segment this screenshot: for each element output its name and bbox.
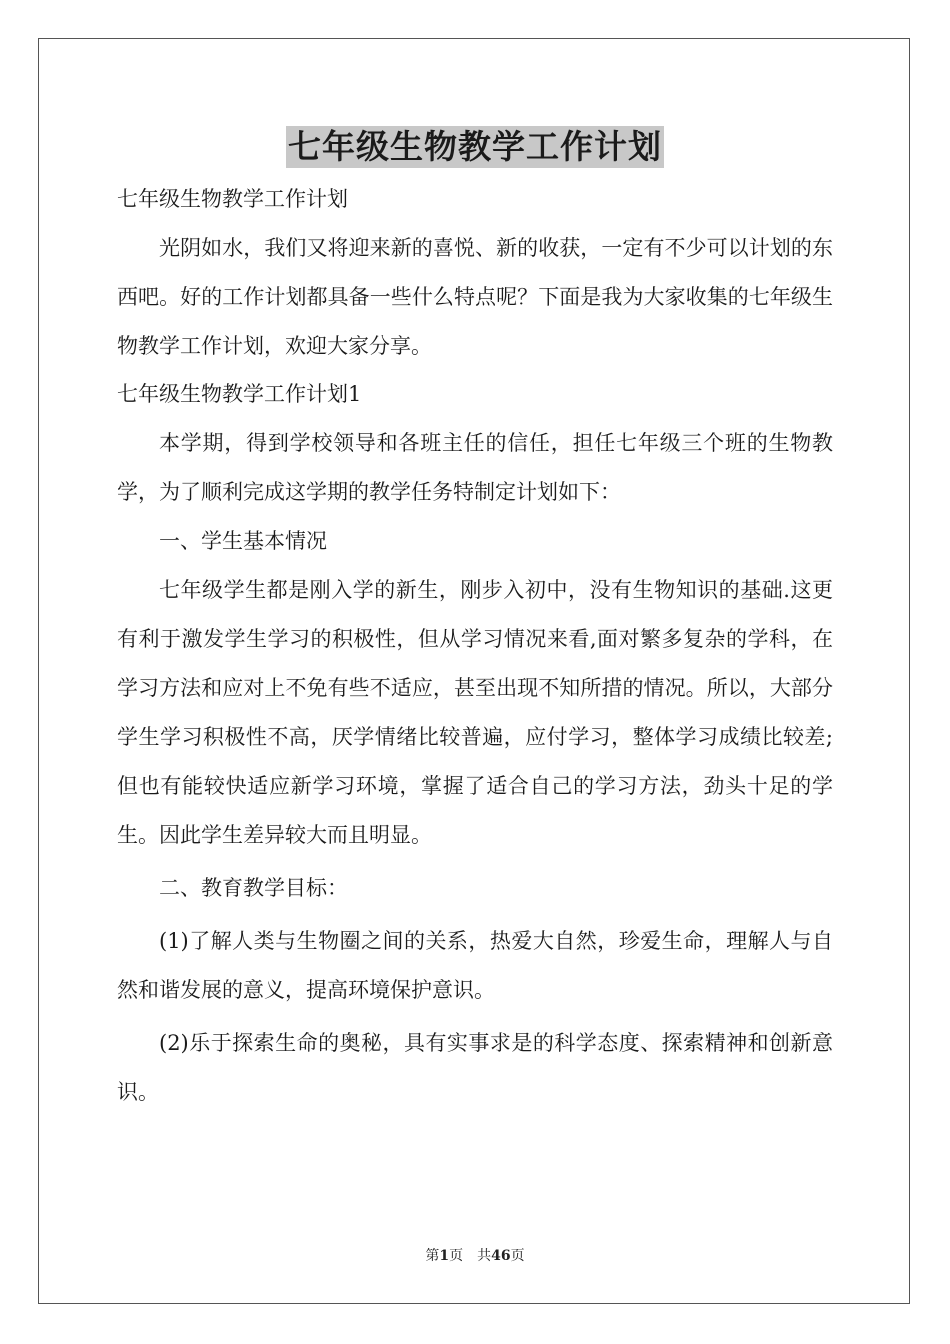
footer-suffix: 页 (510, 1248, 525, 1264)
paragraph-student-situation: 七年级学生都是刚入学的新生，刚步入初中，没有生物知识的基础.这更有利于激发学生学习的积极性，但从学习情况来看,面对繁多复杂的学科，在学习方法和应对上不免有些不适应，甚至出现不知所措的情况。所以，大部分学生学习积极性不高，厌学情绪比较普遍，应付学习，整体学习成绩比较差;但也有能较快适应新学习环境，掌握了适合自己的学习方法，劲头十足的学生。因此学生差异较大而且明显。 (117, 578, 833, 847)
page-footer (0, 1246, 950, 1266)
document-body (117, 176, 833, 1117)
intro-paragraph: 光阴如水，我们又将迎来新的喜悦、新的收获，一定有不少可以计划的东西吧。好的工作计划都具备一些什么特点呢？下面是我为大家收集的七年级生物教学工作计划，欢迎大家分享。 (117, 236, 833, 358)
heading-student-situation: 一、学生基本情况 (159, 529, 327, 553)
section-heading: 七年级生物教学工作计划1 (117, 382, 362, 406)
heading-teaching-goals: 二、教育教学目标： (159, 876, 348, 900)
paragraph-goal-1: (1)了解人类与生物圈之间的关系，热爱大自然，珍爱生命，理解人与自然和谐发展的意义，提高环境保护意识。 (117, 929, 833, 1002)
title-container (0, 126, 950, 168)
footer-page-number: 1 (439, 1248, 450, 1264)
document-title: 七年级生物教学工作计划 (288, 127, 662, 166)
subtitle-line: 七年级生物教学工作计划 (117, 187, 348, 211)
paragraph-assignment: 本学期，得到学校领导和各班主任的信任，担任七年级三个班的生物教学，为了顺利完成这学期的教学任务特制定计划如下： (117, 431, 833, 504)
footer-prefix: 第 (425, 1248, 440, 1264)
footer-mid: 页 共 (449, 1248, 492, 1264)
footer-total-pages: 46 (491, 1248, 511, 1264)
paragraph-goal-2: (2)乐于探索生命的奥秘，具有实事求是的科学态度、探索精神和创新意识。 (117, 1031, 833, 1104)
